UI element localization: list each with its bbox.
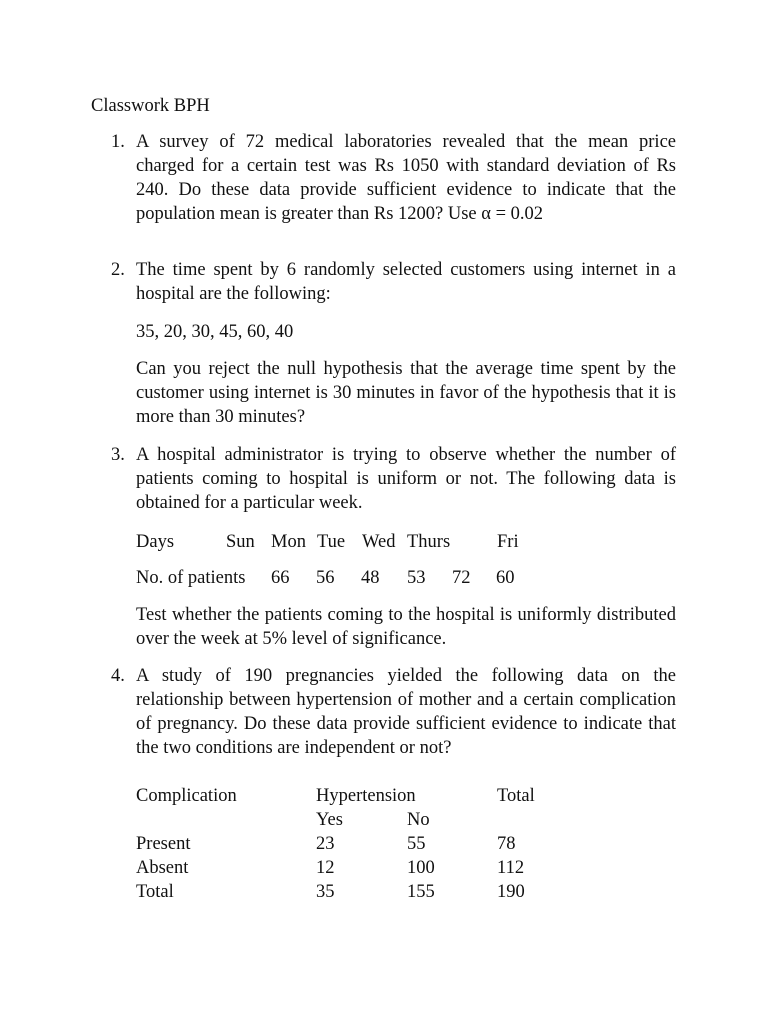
question-text: Test whether the patients coming to the hospital is uniformly distributed over the week at 5% level of significance. xyxy=(136,605,676,649)
table-header-cell: Yes xyxy=(316,810,343,830)
table-header-cell: Sun xyxy=(226,532,255,552)
table-cell: 190 xyxy=(497,882,525,902)
table-header-cell: No xyxy=(407,810,430,830)
table-cell: Total xyxy=(136,882,174,902)
table-cell: 55 xyxy=(407,834,426,854)
table-cell: 112 xyxy=(497,858,525,878)
table-header-cell: Total xyxy=(497,786,535,806)
table-header-cell: Thurs xyxy=(407,532,451,552)
question-text: A study of 190 pregnancies yielded the following data on the relationship between hypertension of mother and a certain complication of pregnancy. Do these data provide sufficient evidence to indicate that the two conditions are independent or not? xyxy=(136,666,676,758)
table-cell: 48 xyxy=(361,568,380,588)
question-4 xyxy=(111,664,676,760)
contingency-table-header xyxy=(136,784,676,808)
question-2-followup xyxy=(136,357,676,429)
table-cell: 60 xyxy=(496,568,515,588)
question-text: A hospital administrator is trying to observe whether the number of patients coming to hospital is uniform or not. The following data is obtained for a particular week. xyxy=(136,445,676,513)
table-cell: 12 xyxy=(316,858,335,878)
question-2 xyxy=(111,258,676,306)
table-cell: 56 xyxy=(316,568,335,588)
table-header-cell: Hypertension xyxy=(316,786,416,806)
table-row xyxy=(136,832,676,856)
table-cell: Absent xyxy=(136,858,189,878)
data-values: 35, 20, 30, 45, 60, 40 xyxy=(136,322,294,342)
question-number: 3. xyxy=(111,445,125,465)
question-text: The time spent by 6 randomly selected customers using internet in a hospital are the following: xyxy=(136,260,676,304)
table-header-cell: Wed xyxy=(362,532,396,552)
table-row xyxy=(136,856,676,880)
table-cell: 66 xyxy=(271,568,290,588)
question-number: 1. xyxy=(111,132,125,152)
table-cell: 78 xyxy=(497,834,516,854)
table-header-cell: Days xyxy=(136,532,175,552)
table-header-cell: Fri xyxy=(497,532,519,552)
table-row xyxy=(136,880,676,904)
patients-table-row xyxy=(136,566,676,590)
table-cell: 53 xyxy=(407,568,426,588)
table-cell: 155 xyxy=(407,882,435,902)
contingency-table-subheader xyxy=(136,808,676,832)
table-header-cell: Complication xyxy=(136,786,237,806)
question-1 xyxy=(111,130,676,226)
table-cell: 35 xyxy=(316,882,335,902)
table-cell: 23 xyxy=(316,834,335,854)
table-cell: 100 xyxy=(407,858,435,878)
document-title: Classwork BPH xyxy=(91,96,210,116)
table-cell: Present xyxy=(136,834,191,854)
question-text: Can you reject the null hypothesis that the average time spent by the customer using internet is 30 minutes in favor of the hypothesis that it is more than 30 minutes? xyxy=(136,359,676,427)
question-number: 4. xyxy=(111,666,125,686)
table-header-cell: Mon xyxy=(271,532,306,552)
question-number: 2. xyxy=(111,260,125,280)
days-table-header xyxy=(136,530,676,554)
table-cell: No. of patients xyxy=(136,568,246,588)
question-3 xyxy=(111,443,676,515)
table-cell: 72 xyxy=(452,568,471,588)
question-3-followup xyxy=(136,603,676,651)
table-header-cell: Tue xyxy=(317,532,346,552)
question-text: A survey of 72 medical laboratories revealed that the mean price charged for a certain test was Rs 1050 with standard deviation of Rs 240. Do these data provide sufficient evidence to indicate that the population mean is greater than Rs 1200? Use α = 0.02 xyxy=(136,132,676,224)
